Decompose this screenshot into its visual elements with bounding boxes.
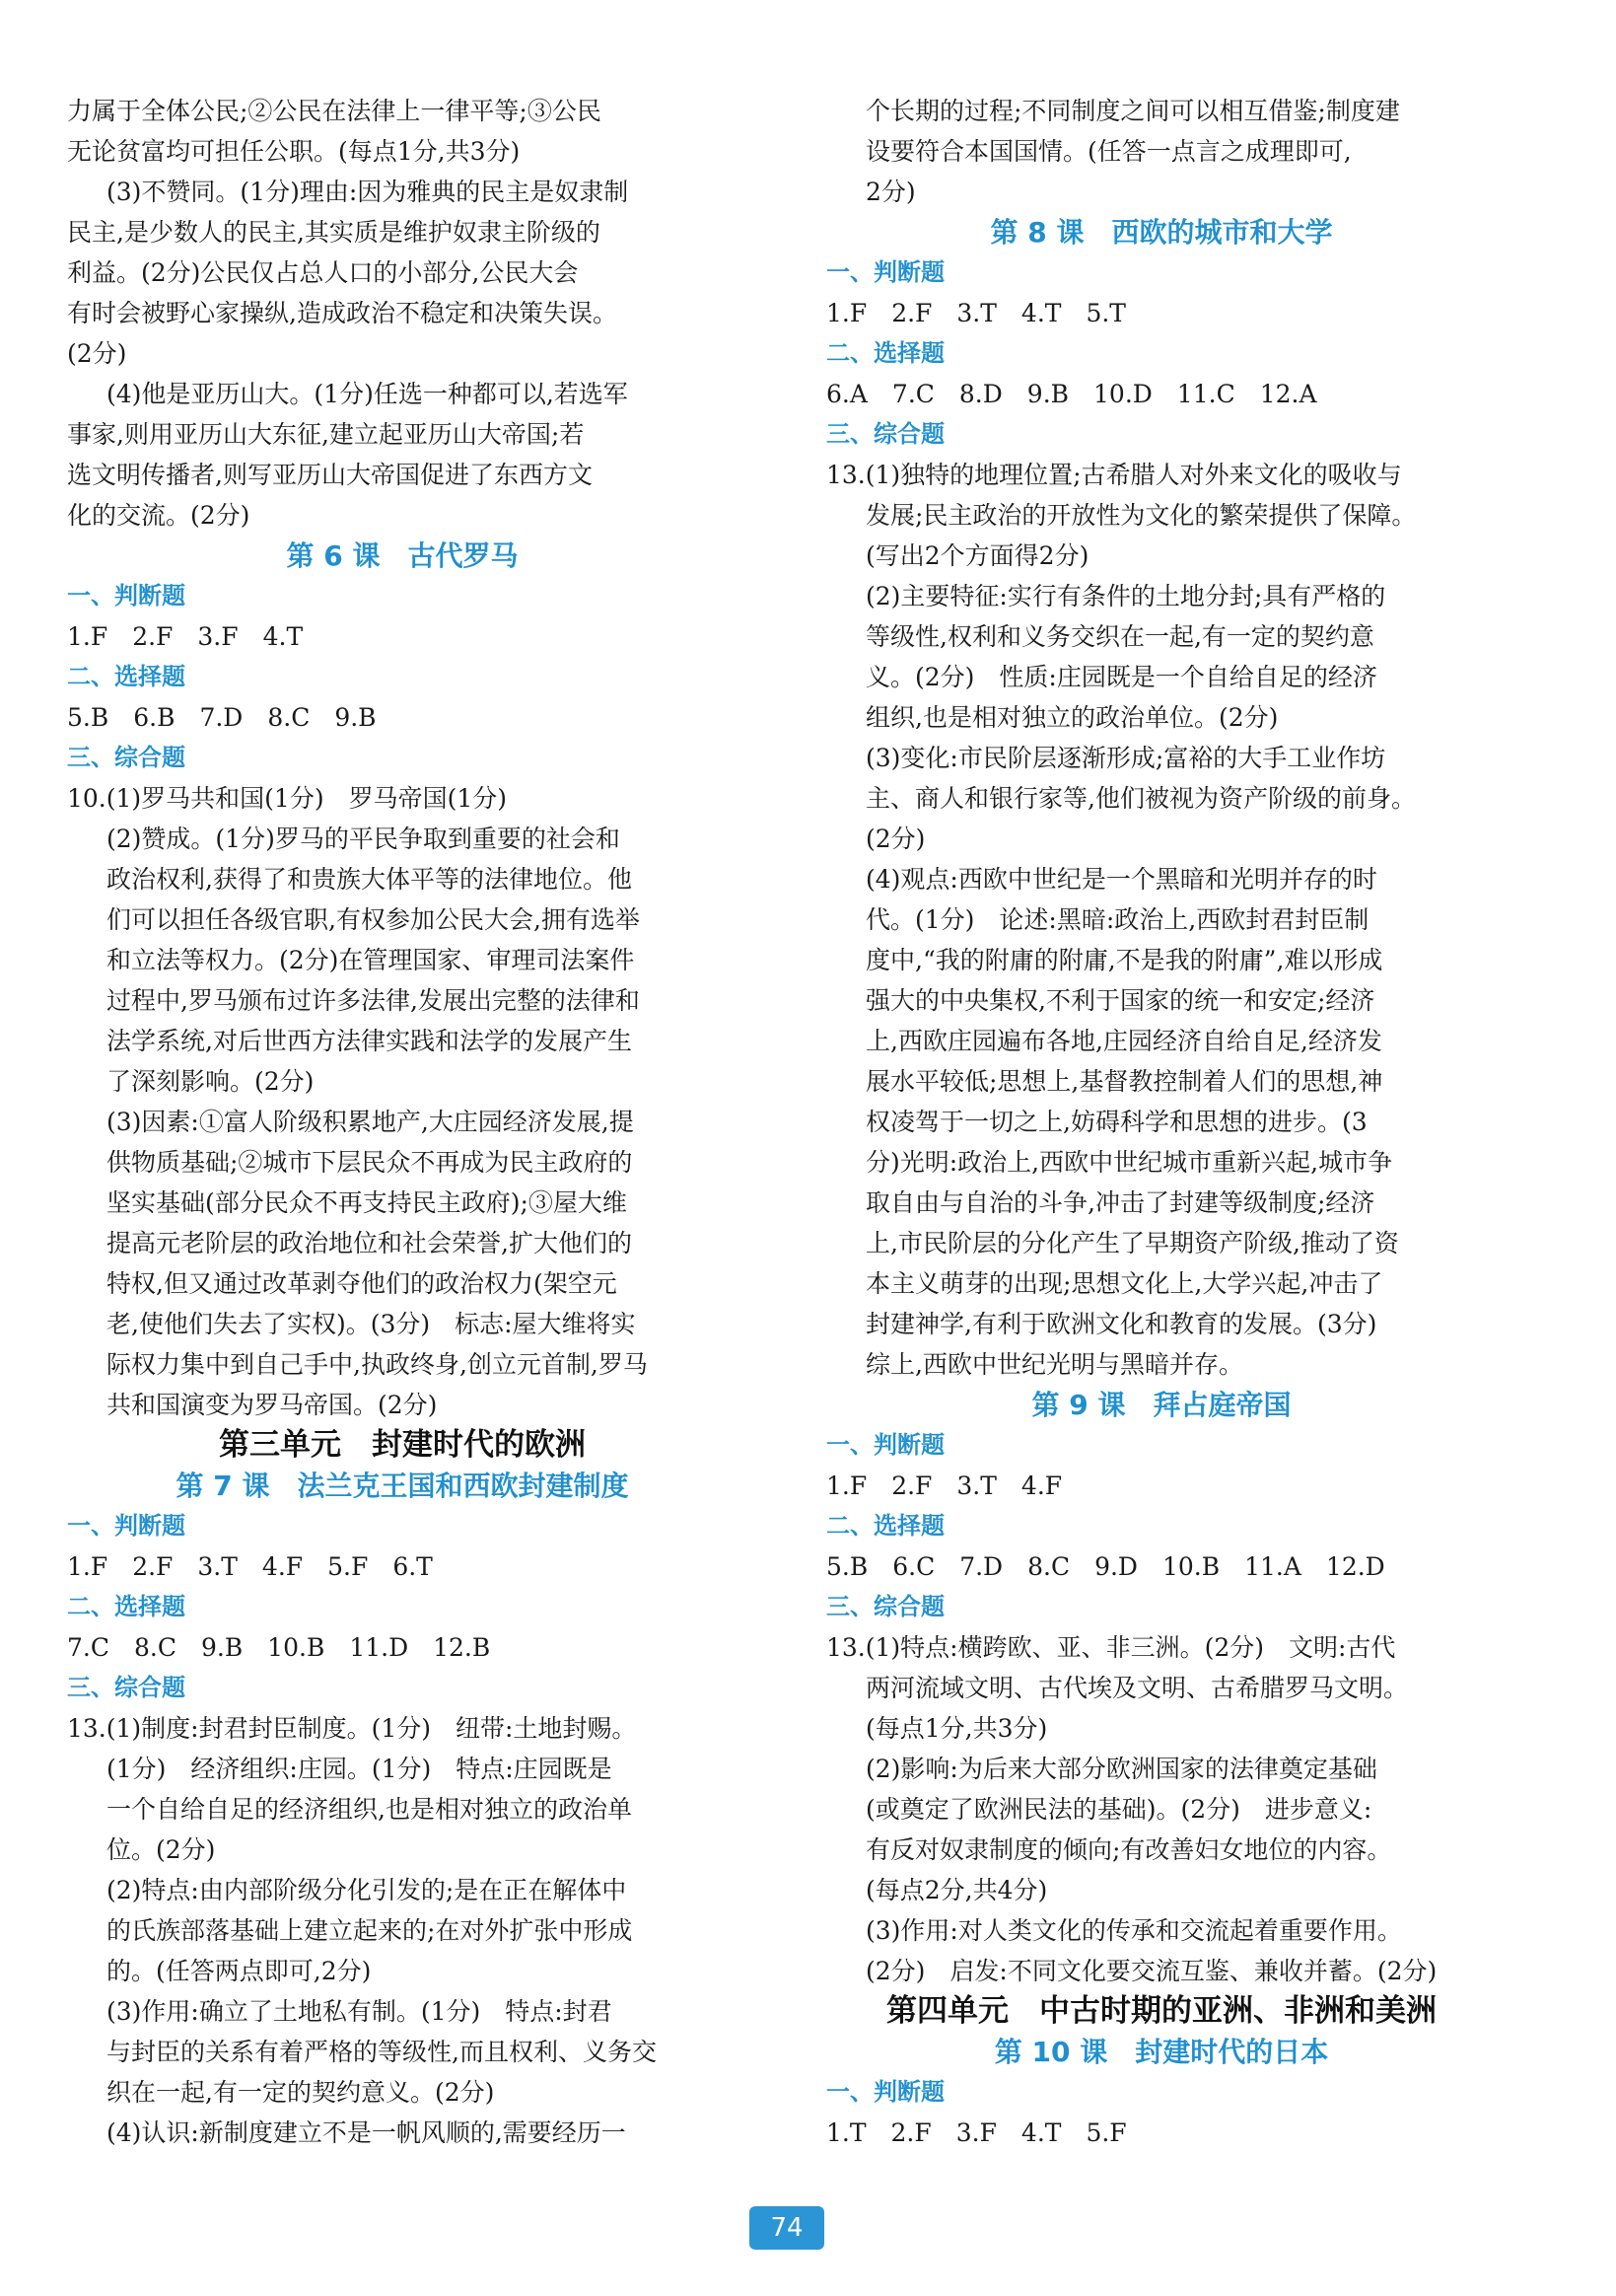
- answer-row: 1.F 2.F 3.F 4.T: [67, 622, 304, 651]
- text-line: 政治权利,获得了和贵族大体平等的法律地位。他: [106, 865, 632, 894]
- text-line: 利益。(2分)公民仅占总人口的小部分,公民大会: [67, 258, 579, 287]
- section-heading: 三、综合题: [67, 744, 185, 771]
- text-line: 权凌驾于一切之上,妨碍科学和思想的进步。(3: [866, 1108, 1368, 1136]
- text-line: 过程中,罗马颁布过许多法律,发展出完整的法律和: [106, 986, 640, 1015]
- text-line: 共和国演变为罗马帝国。(2分): [106, 1391, 438, 1419]
- text-line: (2)主要特征:实行有条件的土地分封;具有严格的: [866, 582, 1386, 610]
- text-line: (2分): [866, 825, 926, 853]
- text-line: 老,使他们失去了实权)。(3分) 标志:屋大维将实: [106, 1310, 636, 1338]
- text-line: 有时会被野心家操纵,造成政治不稳定和决策失误。: [67, 299, 617, 327]
- text-line: 本主义萌芽的出现;思想文化上,大学兴起,冲击了: [866, 1269, 1383, 1298]
- text-line: 选文明传播者,则写亚历山大帝国促进了东西方文: [67, 461, 593, 489]
- text-line: 两河流域文明、古代埃及文明、古希腊罗马文明。: [866, 1674, 1409, 1702]
- section-heading: 三、综合题: [67, 1674, 185, 1701]
- text-line: 取自由与自治的斗争,冲击了封建等级制度;经济: [866, 1188, 1375, 1217]
- text-line: 代。(1分) 论述:黑暗:政治上,西欧封君封臣制: [866, 905, 1370, 934]
- answer-row: 1.F 2.F 3.T 4.F: [826, 1471, 1063, 1500]
- section-heading: 一、判断题: [826, 2078, 945, 2106]
- text-line: (4)认识:新制度建立不是一帆风顺的,需要经历一: [106, 2118, 626, 2147]
- section-heading: 三、综合题: [826, 1593, 945, 1620]
- answer-row: 13.(1)独特的地理位置;古希腊人对外来文化的吸收与: [826, 461, 1402, 489]
- section-heading: 一、判断题: [826, 258, 945, 286]
- text-line: 个长期的过程;不同制度之间可以相互借鉴;制度建: [866, 97, 1400, 125]
- text-line: 主、商人和银行家等,他们被视为资产阶级的前身。: [866, 784, 1416, 813]
- answer-row: 1.T 2.F 3.F 4.T 5.F: [826, 2118, 1127, 2147]
- text-line: 无论贫富均可担任公职。(每点1分,共3分): [67, 137, 521, 166]
- answer-row: 1.F 2.F 3.T 4.F 5.F 6.T: [67, 1552, 433, 1581]
- text-line: 上,西欧庄园遍布各地,庄园经济自给自足,经济发: [866, 1027, 1382, 1055]
- text-line: 事家,则用亚历山大东征,建立起亚历山大帝国;若: [67, 420, 585, 449]
- text-line: (3)因素:①富人阶级积累地产,大庄园经济发展,提: [106, 1108, 634, 1136]
- text-line: 位。(2分): [106, 1835, 216, 1864]
- unit-title: 第三单元 封建时代的欧洲: [219, 1427, 586, 1463]
- answer-row: 1.F 2.F 3.T 4.T 5.T: [826, 299, 1126, 327]
- lesson-title: 第 10 课 封建时代的日本: [994, 2036, 1329, 2068]
- section-heading: 二、选择题: [826, 1512, 945, 1540]
- text-line: 设要符合本国国情。(任答一点言之成理即可,: [866, 137, 1352, 166]
- text-line: (写出2个方面得2分): [866, 541, 1089, 570]
- answer-row: 5.B 6.C 7.D 8.C 9.D 10.B 11.A 12.D: [826, 1552, 1385, 1581]
- text-line: 了深刻影响。(2分): [106, 1067, 315, 1096]
- text-line: 上,市民阶层的分化产生了早期资产阶级,推动了资: [866, 1229, 1399, 1257]
- text-line: 们可以担任各级官职,有权参加公民大会,拥有选举: [106, 905, 640, 934]
- section-heading: 一、判断题: [67, 1512, 185, 1540]
- text-line: (或奠定了欧洲民法的基础)。(2分) 进步意义:: [866, 1795, 1372, 1824]
- lesson-title: 第 7 课 法兰克王国和西欧封建制度: [176, 1470, 629, 1502]
- text-line: (4)他是亚历山大。(1分)任选一种都可以,若选军: [106, 380, 628, 408]
- text-line: (3)变化:市民阶层逐渐形成;富裕的大手工业作坊: [866, 744, 1386, 772]
- text-line: 组织,也是相对独立的政治单位。(2分): [866, 703, 1279, 732]
- text-line: 一个自给自足的经济组织,也是相对独立的政治单: [106, 1795, 632, 1824]
- text-line: (4)观点:西欧中世纪是一个黑暗和光明并存的时: [866, 865, 1377, 894]
- text-line: 和立法等权力。(2分)在管理国家、审理司法案件: [106, 946, 635, 974]
- text-line: 分)光明:政治上,西欧中世纪城市重新兴起,城市争: [866, 1148, 1393, 1177]
- text-line: 际权力集中到自己手中,执政终身,创立元首制,罗马: [106, 1350, 648, 1379]
- text-line: 强大的中央集权,不利于国家的统一和安定;经济: [866, 986, 1375, 1015]
- section-heading: 一、判断题: [826, 1431, 945, 1459]
- answer-row: 7.C 8.C 9.B 10.B 11.D 12.B: [67, 1633, 491, 1662]
- lesson-title: 第 6 课 古代罗马: [286, 539, 519, 572]
- text-line: (2分): [67, 339, 127, 368]
- answer-row: 6.A 7.C 8.D 9.B 10.D 11.C 12.A: [826, 380, 1317, 408]
- text-line: 力属于全体公民;②公民在法律上一律平等;③公民: [67, 97, 601, 125]
- text-line: 封建神学,有利于欧洲文化和教育的发展。(3分): [866, 1310, 1377, 1338]
- text-line: (3)不赞同。(1分)理由:因为雅典的民主是奴隶制: [106, 178, 629, 206]
- text-line: (3)作用:对人类文化的传承和交流起着重要作用。: [866, 1916, 1402, 1945]
- text-line: 供物质基础;②城市下层民众不再成为民主政府的: [106, 1148, 633, 1177]
- page-number: 74: [749, 2206, 824, 2250]
- text-line: 与封臣的关系有着严格的等级性,而且权利、义务交: [106, 2038, 657, 2066]
- text-line: 织在一起,有一定的契约意义。(2分): [106, 2078, 495, 2107]
- section-heading: 三、综合题: [826, 420, 945, 448]
- text-line: 发展;民主政治的开放性为文化的繁荣提供了保障。: [866, 501, 1417, 530]
- text-line: 法学系统,对后世西方法律实践和法学的发展产生: [106, 1027, 632, 1055]
- text-line: 的氏族部落基础上建立起来的;在对外扩张中形成: [106, 1916, 633, 1945]
- text-line: 的。(任答两点即可,2分): [106, 1957, 372, 1985]
- text-line: (每点2分,共4分): [866, 1876, 1048, 1904]
- unit-title: 第四单元 中古时期的亚洲、非洲和美洲: [886, 1993, 1437, 2029]
- lesson-title: 第 8 课 西欧的城市和大学: [990, 216, 1333, 249]
- text-line: (2)影响:为后来大部分欧洲国家的法律奠定基础: [866, 1755, 1377, 1783]
- text-line: 等级性,权利和义务交织在一起,有一定的契约意: [866, 622, 1374, 651]
- text-line: 义。(2分) 性质:庄园既是一个自给自足的经济: [866, 663, 1377, 691]
- text-line: 民主,是少数人的民主,其实质是维护奴隶主阶级的: [67, 218, 600, 247]
- answer-row: 5.B 6.B 7.D 8.C 9.B: [67, 703, 377, 732]
- text-line: (2分) 启发:不同文化要交流互鉴、兼收并蓄。(2分): [866, 1957, 1438, 1985]
- answer-row: 13.(1)特点:横跨欧、亚、非三洲。(2分) 文明:古代: [826, 1633, 1396, 1662]
- text-line: 化的交流。(2分): [67, 501, 250, 530]
- text-line: 特权,但又通过改革剥夺他们的政治权力(架空元: [106, 1269, 617, 1298]
- answer-row: 10.(1)罗马共和国(1分) 罗马帝国(1分): [67, 784, 507, 813]
- text-line: 度中,“我的附庸的附庸,不是我的附庸”,难以形成: [866, 946, 1383, 974]
- section-heading: 二、选择题: [826, 339, 945, 367]
- section-heading: 二、选择题: [67, 663, 185, 690]
- lesson-title: 第 9 课 拜占庭帝国: [1031, 1389, 1292, 1421]
- answer-row: 13.(1)制度:封君封臣制度。(1分) 纽带:土地封赐。: [67, 1714, 637, 1743]
- text-line: 展水平较低;思想上,基督教控制着人们的思想,神: [866, 1067, 1383, 1096]
- text-line: (3)作用:确立了土地私有制。(1分) 特点:封君: [106, 1997, 612, 2026]
- text-line: 有反对奴隶制度的倾向;有改善妇女地位的内容。: [866, 1835, 1392, 1864]
- text-line: 提高元老阶层的政治地位和社会荣誉,扩大他们的: [106, 1229, 632, 1257]
- text-line: (2)特点:由内部阶级分化引发的;是在正在解体中: [106, 1876, 627, 1904]
- text-line: 坚实基础(部分民众不再支持民主政府);③屋大维: [106, 1188, 627, 1217]
- text-line: 2分): [866, 178, 916, 206]
- section-heading: 一、判断题: [67, 582, 185, 610]
- text-line: (每点1分,共3分): [866, 1714, 1048, 1743]
- section-heading: 二、选择题: [67, 1593, 185, 1620]
- text-line: (2)赞成。(1分)罗马的平民争取到重要的社会和: [106, 825, 620, 853]
- text-line: (1分) 经济组织:庄园。(1分) 特点:庄园既是: [106, 1755, 612, 1783]
- text-line: 综上,西欧中世纪光明与黑暗并存。: [866, 1350, 1243, 1379]
